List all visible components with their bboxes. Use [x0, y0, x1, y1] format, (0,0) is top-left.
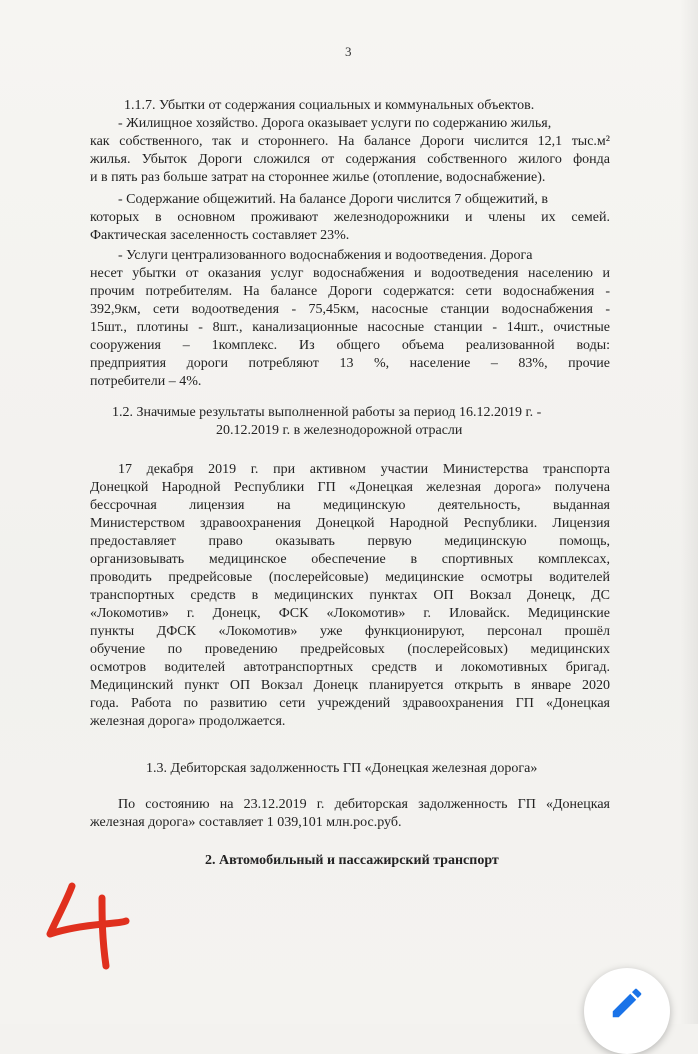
text-line: прочим потребителям. На балансе Дороги содержатся: сети водоснабжения -	[90, 284, 610, 299]
text-line: организовывать медицинское обеспечение в спортивных комплексах,	[90, 552, 610, 567]
text-line: Медицинский пункт ОП Вокзал Донецк планируется открыть в январе 2020	[90, 678, 610, 693]
text-line: предприятия дороги потребляют 13 %, население – 83%, прочие	[90, 356, 610, 371]
text-line: «Локомотив» г. Донецк, ФСК «Локомотив» г. Иловайск. Медицинские	[90, 606, 610, 621]
section-1-2-heading-line1: 1.2. Значимые результаты выполненной работы за период 16.12.2019 г. -	[112, 405, 542, 420]
text-line: - Услуги централизованного водоснабжения и водоотведения. Дорога	[118, 248, 533, 263]
text-line: Донецкой Народной Республики ГП «Донецкая железная дорога» получена	[90, 480, 610, 495]
text-line: осмотров водителей автотранспортных средств и локомотивных бригад.	[90, 660, 610, 675]
text-line: сооружения – 1комплекс. Из общего объема реализованной воды:	[90, 338, 610, 353]
section-1-1-7-heading: 1.1.7. Убытки от содержания социальных и коммунальных объектов.	[124, 98, 535, 113]
text-line: жилья. Убыток Дороги сложился от содержания собственного жилого фонда	[90, 152, 610, 167]
text-line: несет убытки от оказания услуг водоснабжения и водоотведения населению и	[90, 266, 610, 281]
page-number: 3	[345, 44, 352, 59]
section-1-2-heading-line2: 20.12.2019 г. в железнодорожной отрасли	[216, 423, 463, 438]
text-line: бессрочная лицензия на медицинскую деятельность, выданная	[90, 498, 610, 513]
text-line: 15шт., плотины - 8шт., канализационные насосные станции - 14шт., очистные	[90, 320, 610, 335]
text-line: - Жилищное хозяйство. Дорога оказывает услуги по содержанию жилья,	[118, 116, 552, 131]
text-line: года. Работа по развитию сети учреждений здравоохранения ГП «Донецкая	[90, 696, 610, 711]
text-line: Фактическая заселенность составляет 23%.	[90, 228, 350, 243]
edit-button[interactable]	[584, 968, 670, 1054]
section-2-heading: 2. Автомобильный и пассажирский транспорт	[205, 853, 499, 868]
pencil-icon	[608, 984, 646, 1022]
text-line: пункты ДФСК «Локомотив» уже функционируют, персонал прошёл	[90, 624, 610, 639]
text-line: которых в основном проживают железнодорожники и члены их семей.	[90, 210, 610, 225]
text-line: железная дорога» продолжается.	[90, 714, 286, 729]
text-line: - Содержание общежитий. На балансе Дороги числится 7 общежитий, в	[118, 192, 548, 207]
text-line: проводить предрейсовые (послерейсовые) медицинские осмотры водителей	[90, 570, 610, 585]
text-line: 17 декабря 2019 г. при активном участии Министерства транспорта	[118, 462, 610, 477]
text-line: Министерством здравоохранения Донецкой Народной Республики. Лицензия	[90, 516, 610, 531]
section-1-3-heading: 1.3. Дебиторская задолженность ГП «Донецкая железная дорога»	[146, 761, 538, 776]
page-edge-shadow	[680, 0, 698, 1024]
text-line: как собственного, так и стороннего. На балансе Дороги числится 12,1 тыс.м²	[90, 134, 610, 149]
text-line: железная дорога» составляет 1 039,101 млн.рос.руб.	[90, 815, 402, 830]
text-line: По состоянию на 23.12.2019 г. дебиторская задолженность ГП «Донецкая	[118, 797, 610, 812]
text-line: предоставляет право оказывать первую медицинскую помощь,	[90, 534, 610, 549]
text-line: потребители – 4%.	[90, 374, 202, 389]
handwritten-number-mark	[42, 880, 132, 975]
text-line: 392,9км, сети водоотведения - 75,45км, насосные станции водоснабжения -	[90, 302, 610, 317]
text-line: транспортных средств в медицинских пунктах ОП Вокзал Донецк, ДС	[90, 588, 610, 603]
text-line: и в пять раз больше затрат на стороннее жилье (отопление, водоснабжение).	[90, 170, 546, 185]
text-line: обучение по проведению предрейсовых (послерейсовых) медицинских	[90, 642, 610, 657]
